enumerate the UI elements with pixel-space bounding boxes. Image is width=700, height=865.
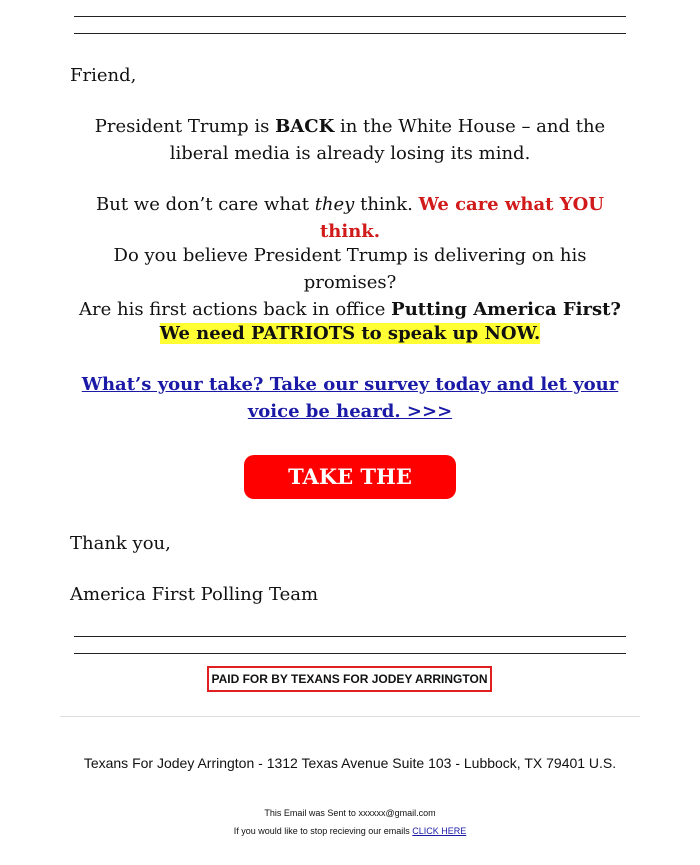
question-paragraph [70, 242, 630, 323]
signature-text: America First Polling Team [70, 584, 319, 605]
top-divider-2 [74, 33, 626, 34]
intro-paragraph [70, 113, 630, 167]
take-survey-button[interactable]: TAKE THE SURVEY [244, 455, 456, 499]
unsubscribe-link[interactable]: CLICK HERE [412, 826, 467, 836]
bottom-divider-2 [74, 653, 626, 654]
highlight-paragraph [70, 320, 630, 347]
footer-divider [60, 716, 640, 717]
survey-link-paragraph [70, 371, 630, 425]
top-divider-1 [74, 16, 626, 17]
question-line-2-bold: Putting America First? [391, 299, 621, 320]
thanks-text: Thank you, [70, 533, 171, 554]
opinion-paragraph [70, 191, 630, 245]
bottom-divider-1 [74, 636, 626, 637]
opinion-text-red: We care what YOU think. [319, 194, 604, 242]
greeting: Friend, [70, 65, 137, 86]
intro-text-bold: BACK [275, 116, 335, 137]
question-line-1: Do you believe President Trump is delivering on his promises? [113, 245, 587, 293]
unsubscribe-text: If you would like to stop recieving our emails [233, 826, 413, 836]
opinion-text-mid: think. [354, 194, 419, 215]
intro-text-pre: President Trump is [94, 116, 276, 137]
footer-sent-to: This Email was Sent to xxxxxx@gmail.com [264, 808, 436, 818]
survey-link[interactable]: What’s your take? Take our survey today and let your voice be heard. >>> [81, 374, 619, 422]
footer-unsubscribe [0, 826, 700, 836]
question-line-2-pre: Are his first actions back in office [79, 299, 392, 320]
opinion-text-pre: But we don’t care what [96, 194, 315, 215]
footer-address: Texans For Jodey Arrington - 1312 Texas Avenue Suite 103 - Lubbock, TX 79401 U.S. [83, 755, 617, 771]
opinion-text-italic: they [314, 194, 355, 215]
highlight-text: We need PATRIOTS to speak up NOW. [159, 323, 541, 344]
intro-text-post: in the White House – and the liberal media is already losing its mind. [169, 116, 606, 164]
paid-for-disclaimer: PAID FOR BY TEXANS FOR JODEY ARRINGTON [207, 666, 492, 692]
